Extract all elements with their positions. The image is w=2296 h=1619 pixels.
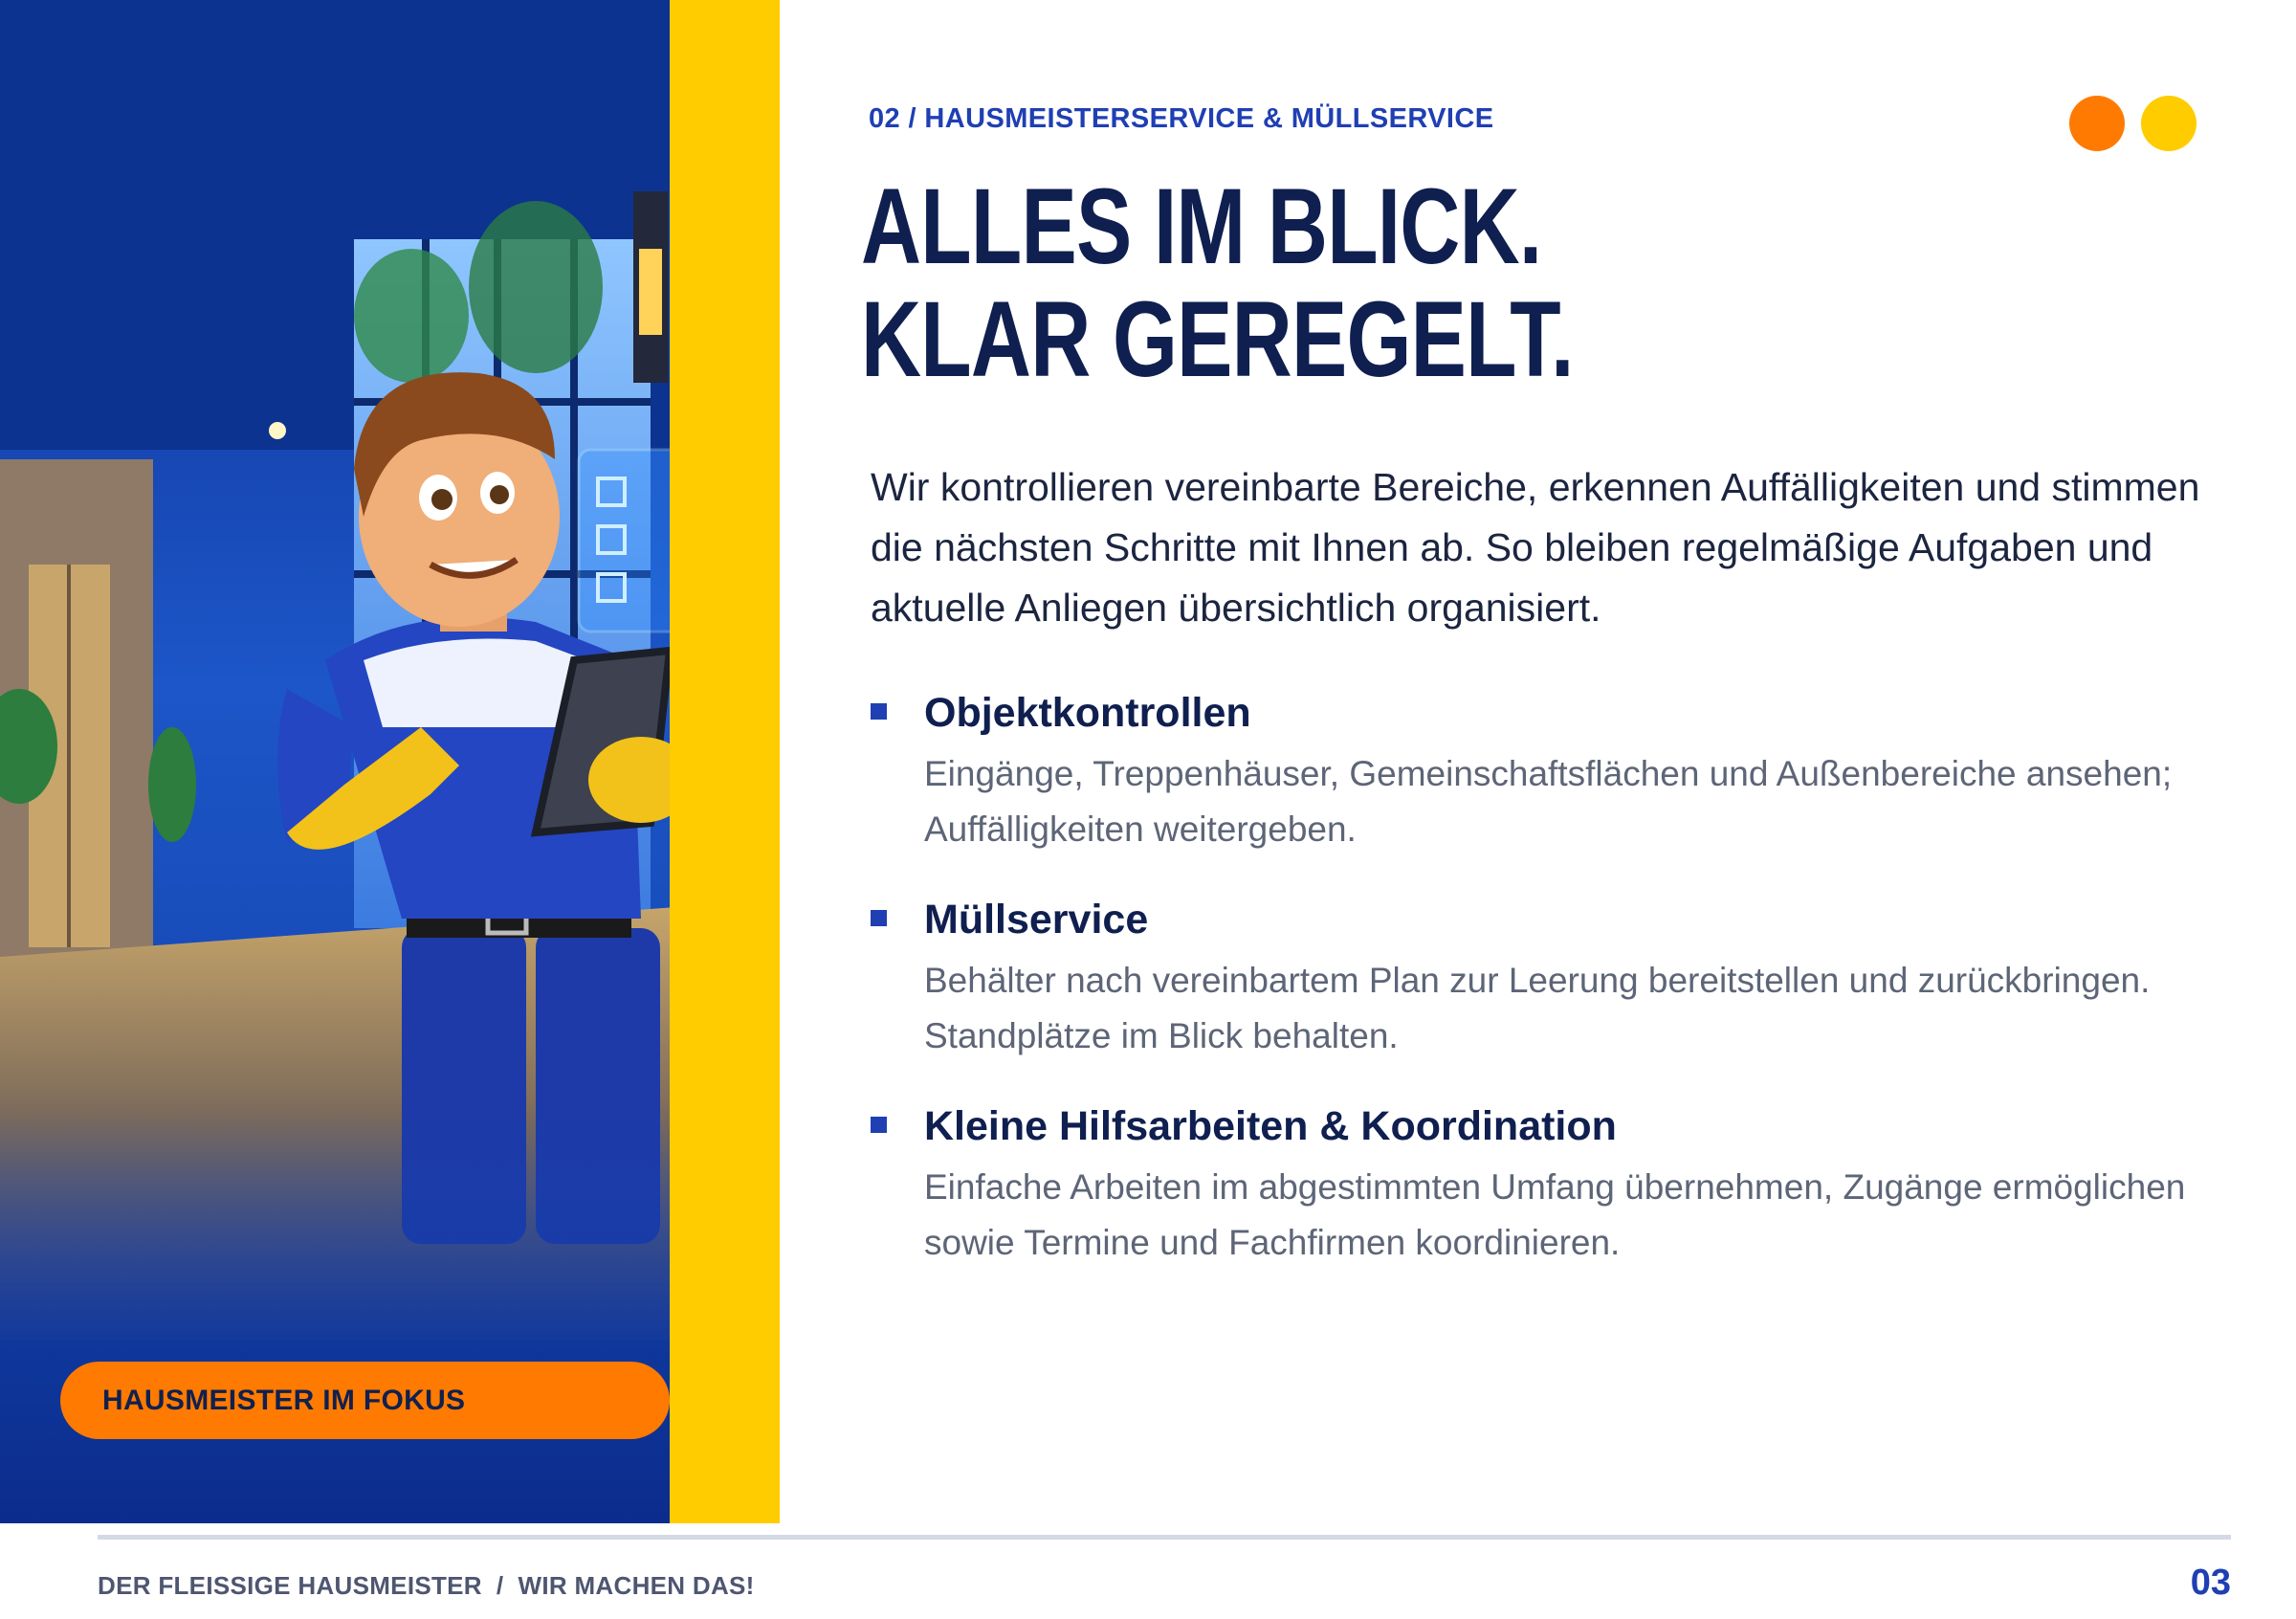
feature-description: Einfache Arbeiten im abgestimmten Umfang übernehmen, Zugänge ermöglichen sowie Termine und Fachfirmen koordinieren. (924, 1167, 2186, 1262)
page-number: 03 (2190, 1563, 2231, 1603)
hero-image-panel (0, 0, 780, 1523)
footer-brand-line: DER FLEISSIGE HAUSMEISTER / WIR MACHEN DAS! (98, 1571, 755, 1600)
feature-title: Müllservice (924, 897, 1149, 943)
feature-title: Kleine Hilfsarbeiten & Koordination (924, 1103, 1617, 1149)
hero-badge (60, 1362, 670, 1439)
headline-line-1: ALLES IM BLICK. (861, 166, 1542, 286)
feature-title: Objektkontrollen (924, 690, 1251, 736)
feature-item-muellservice (871, 892, 2239, 1064)
decorative-dot-yellow (2141, 96, 2197, 151)
hero-badge-label: HAUSMEISTER IM FOKUS (102, 1384, 466, 1416)
feature-description: Eingänge, Treppenhäuser, Gemeinschaftsflächen und Außenbereiche ansehen; Auffälligkeiten weitergeben. (924, 754, 2173, 849)
feature-description: Behälter nach vereinbartem Plan zur Leerung bereitstellen und zurückbringen. Standplätze im Blick behalten. (924, 961, 2151, 1055)
intro-paragraph: Wir kontrollieren vereinbarte Bereiche, erkennen Auffälligkeiten und stimmen die nächsten Schritte mit Ihnen ab. So bleiben regelmäßige Aufgaben und aktuelle Anliegen übersichtlich organisiert. (871, 465, 2200, 630)
bullet-square-icon (871, 1117, 887, 1133)
feature-item-objektkontrollen (871, 685, 2239, 857)
section-eyebrow: 02 / HAUSMEISTERSERVICE & MÜLLSERVICE (869, 103, 1494, 134)
page-headline (861, 166, 1574, 399)
decorative-dot-orange (2069, 96, 2125, 151)
hero-illustration (0, 0, 780, 1523)
feature-list (871, 685, 2239, 1305)
feature-item-hilfsarbeiten (871, 1098, 2239, 1271)
headline-line-2: KLAR GEREGELT. (861, 279, 1574, 399)
bullet-square-icon (871, 910, 887, 926)
footer-divider (98, 1535, 2231, 1540)
bullet-square-icon (871, 703, 887, 720)
